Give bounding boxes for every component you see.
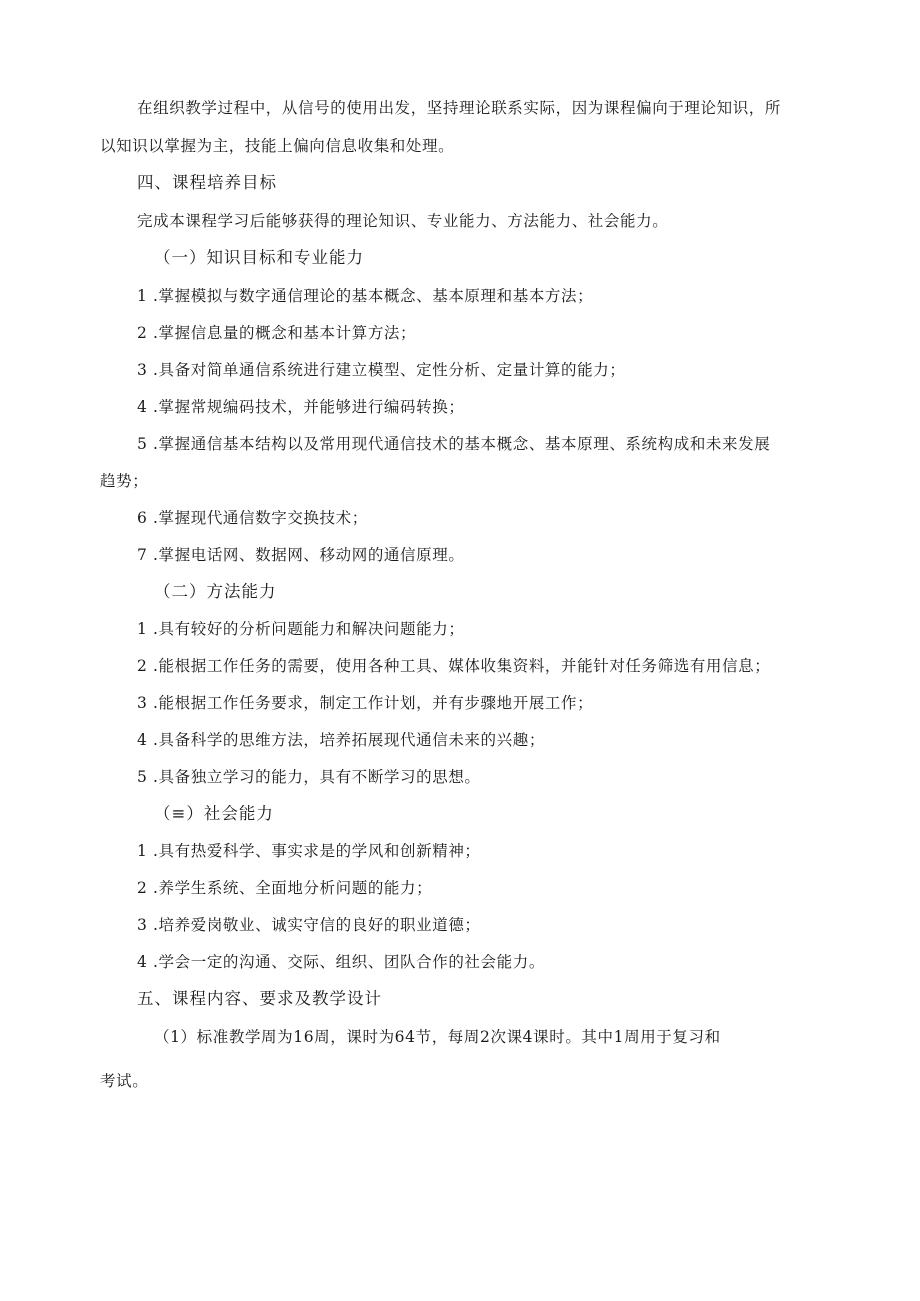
section-4-intro: 完成本课程学习后能够获得的理论知识、专业能力、方法能力、社会能力。 <box>137 212 669 230</box>
knowledge-item-4: 4 .掌握常规编码技术，并能够进行编码转换； <box>137 398 465 416</box>
method-item-5: 5 .具备独立学习的能力，具有不断学习的思想。 <box>137 768 481 786</box>
knowledge-item-2: 2 .掌握信息量的概念和基本计算方法； <box>137 324 417 342</box>
method-item-3: 3 .能根据工作任务要求，制定工作计划，并有步骤地开展工作； <box>137 694 594 712</box>
knowledge-item-6: 6 .掌握现代通信数字交换技术； <box>137 509 368 527</box>
social-item-1: 1 .具有热爱科学、事实求是的学风和创新精神； <box>137 842 481 860</box>
intro-paragraph-line-2: 以知识以掌握为主，技能上偏向信息收集和处理。 <box>100 137 455 155</box>
knowledge-item-1: 1 .掌握模拟与数字通信理论的基本概念、基本原理和基本方法； <box>137 287 594 305</box>
section-4-title: 四、课程培养目标 <box>137 173 277 192</box>
section-5-line-2: 考试。 <box>100 1072 149 1090</box>
social-item-4: 4 .学会一定的沟通、交际、组织、团队合作的社会能力。 <box>137 953 545 971</box>
knowledge-subtitle: （一）知识目标和专业能力 <box>154 248 364 267</box>
method-subtitle: （二）方法能力 <box>154 582 277 601</box>
knowledge-item-5-continued: 趋势； <box>100 472 149 490</box>
social-item-2: 2 .养学生系统、全面地分析问题的能力； <box>137 879 433 897</box>
knowledge-item-7: 7 .掌握电话网、数据网、移动网的通信原理。 <box>137 546 465 564</box>
intro-paragraph-line-1: 在组织教学过程中，从信号的使用出发，坚持理论联系实际，因为课程偏向于理论知识，所 <box>137 99 782 117</box>
knowledge-item-3: 3 .具备对简单通信系统进行建立模型、定性分析、定量计算的能力； <box>137 361 626 379</box>
section-5-line-1: （1）标准教学周为16周，课时为64节，每周2次课4课时。其中1周用于复习和 <box>154 1028 721 1046</box>
method-item-2: 2 .能根据工作任务的需要，使用各种工具、媒体收集资料，并能针对任务筛选有用信息； <box>137 657 771 675</box>
method-item-1: 1 .具有较好的分析问题能力和解决问题能力； <box>137 620 465 638</box>
social-subtitle: （≡）社会能力 <box>154 804 274 823</box>
knowledge-item-5: 5 .掌握通信基本结构以及常用现代通信技术的基本概念、基本原理、系统构成和未来发展 <box>137 435 771 453</box>
method-item-4: 4 .具备科学的思维方法，培养拓展现代通信未来的兴趣； <box>137 731 545 749</box>
social-item-3: 3 .培养爱岗敬业、诚实守信的良好的职业道德； <box>137 916 481 934</box>
section-5-title: 五、课程内容、要求及教学设计 <box>137 989 382 1008</box>
